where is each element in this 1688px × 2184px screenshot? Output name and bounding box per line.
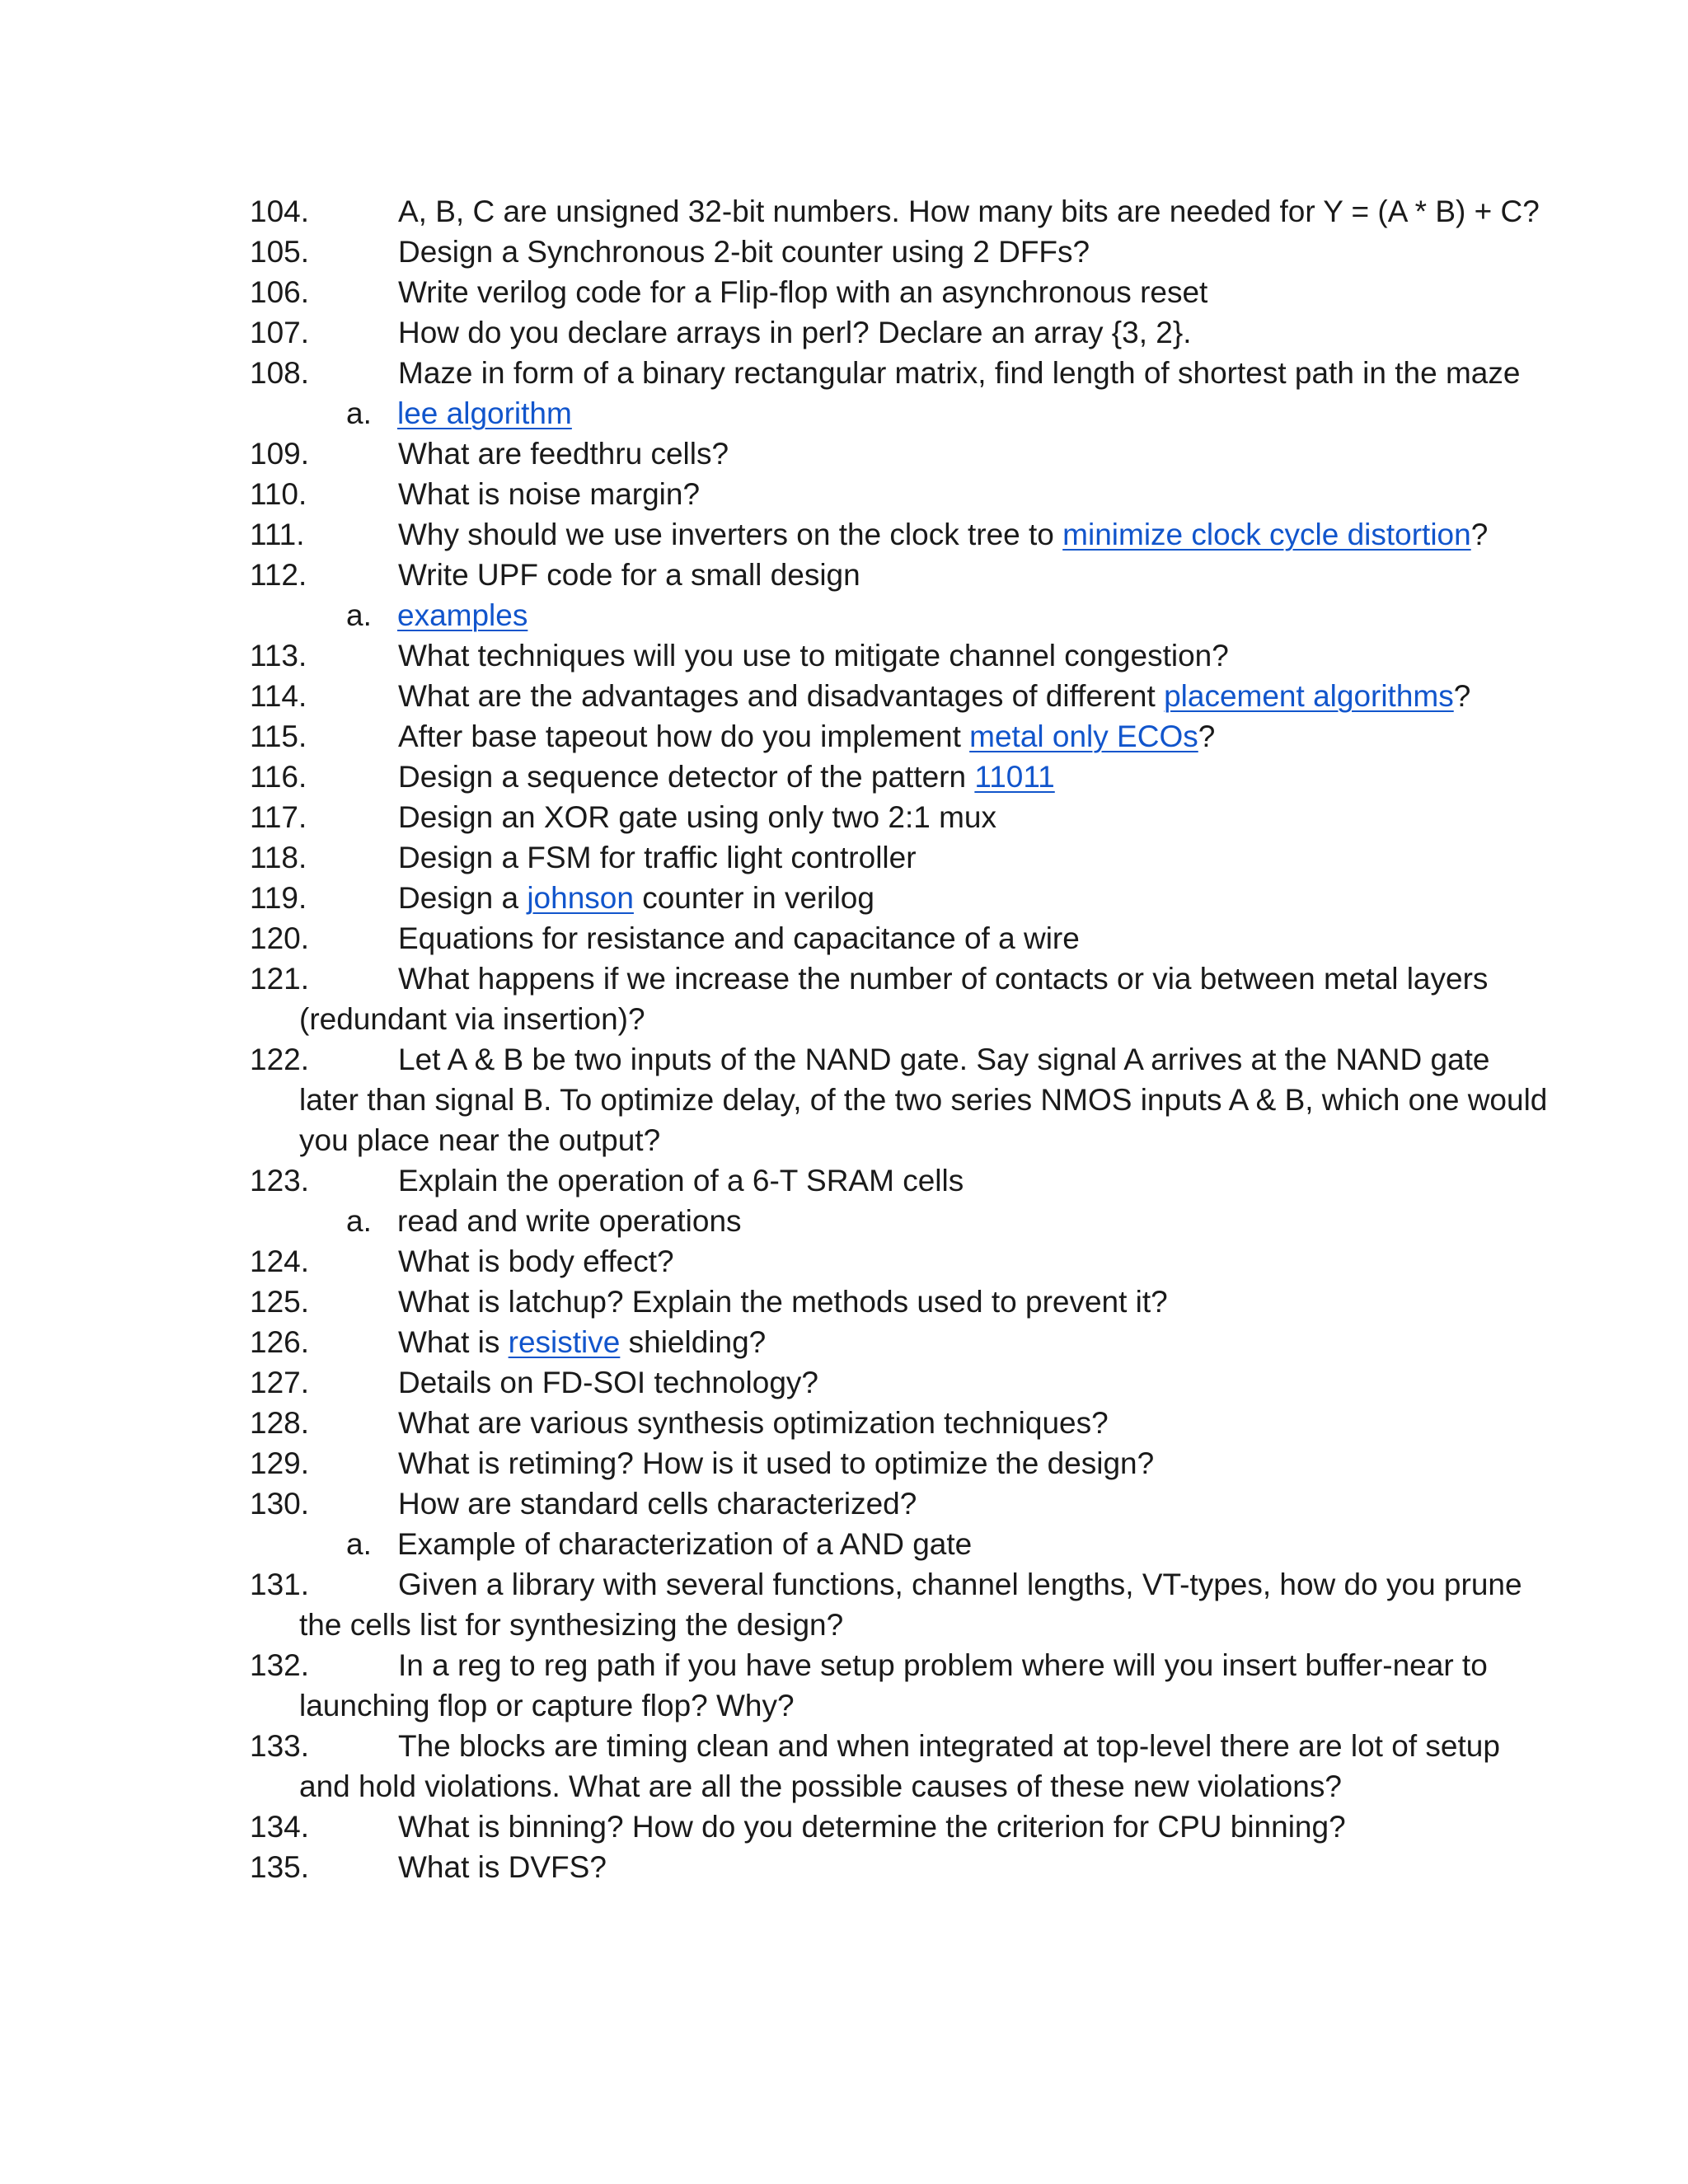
reference-link[interactable]: 11011 xyxy=(974,760,1055,794)
question-text: Explain the operation of a 6-T SRAM cells xyxy=(398,1164,964,1197)
question-number: 118. xyxy=(250,841,307,874)
question-number: 107. xyxy=(250,316,310,349)
question-number: 120. xyxy=(250,921,310,955)
question-number: 104. xyxy=(250,194,310,228)
question-text: Design a sequence detector of the pattern xyxy=(398,760,975,794)
question-item xyxy=(250,353,1548,393)
question-number: 116. xyxy=(250,760,307,794)
sub-item-marker: a. xyxy=(346,598,372,632)
question-text: What is xyxy=(398,1325,509,1359)
sub-item-marker: a. xyxy=(346,396,372,430)
question-text: What is noise margin? xyxy=(398,477,701,511)
question-number: 115. xyxy=(250,719,307,753)
question-text: What techniques will you use to mitigate channel congestion? xyxy=(398,639,1229,673)
question-item xyxy=(250,1241,1548,1282)
question-text: What are various synthesis optimization techniques? xyxy=(398,1406,1109,1440)
question-item xyxy=(250,635,1548,676)
question-number: 106. xyxy=(250,275,310,309)
question-item xyxy=(250,716,1548,757)
question-item xyxy=(250,1403,1548,1443)
question-item xyxy=(250,837,1548,878)
question-text: Let A & B be two inputs of the NAND gate. Say signal A arrives at the NAND gate later than signal B. To optimize delay, of the two series NMOS inputs A & B, which one would you place near the output? xyxy=(299,1043,1548,1157)
reference-link[interactable]: examples xyxy=(397,598,528,632)
question-number: 105. xyxy=(250,235,310,269)
question-number: 134. xyxy=(250,1810,310,1844)
question-text: Given a library with several functions, channel lengths, VT-types, how do you prune the cells list for synthesizing the design? xyxy=(299,1568,1522,1642)
question-item xyxy=(250,514,1548,555)
sub-item xyxy=(346,595,1688,635)
reference-link[interactable]: placement algorithms xyxy=(1164,679,1454,713)
question-text: How are standard cells characterized? xyxy=(398,1487,917,1521)
question-number: 128. xyxy=(250,1406,310,1440)
question-number: 125. xyxy=(250,1285,310,1319)
question-item xyxy=(250,474,1548,514)
question-text: What is retiming? How is it used to optimize the design? xyxy=(398,1446,1155,1480)
question-item xyxy=(250,1564,1548,1645)
question-text: shielding? xyxy=(620,1325,767,1359)
question-item xyxy=(250,434,1548,474)
question-item xyxy=(250,878,1548,918)
question-text: What is body effect? xyxy=(398,1244,674,1278)
reference-link[interactable]: metal only ECOs xyxy=(969,719,1198,753)
question-item xyxy=(250,1645,1548,1726)
reference-link[interactable]: resistive xyxy=(508,1325,621,1359)
question-text: Equations for resistance and capacitance of a wire xyxy=(398,921,1080,955)
question-item xyxy=(250,1726,1548,1807)
question-number: 127. xyxy=(250,1366,310,1399)
question-text: Why should we use inverters on the clock tree to xyxy=(398,518,1063,551)
question-item xyxy=(250,1443,1548,1483)
question-text: What is latchup? Explain the methods used to prevent it? xyxy=(398,1285,1168,1319)
question-item xyxy=(250,958,1548,1039)
question-item xyxy=(250,757,1548,797)
question-number: 109. xyxy=(250,437,310,471)
question-number: 129. xyxy=(250,1446,310,1480)
question-number: 114. xyxy=(250,679,307,713)
question-text: Design a FSM for traffic light controller xyxy=(398,841,917,874)
question-item xyxy=(250,1282,1548,1322)
sub-item xyxy=(346,1201,1688,1241)
sub-item xyxy=(346,1524,1688,1564)
question-item xyxy=(250,191,1548,232)
question-number: 123. xyxy=(250,1164,310,1197)
question-number: 126. xyxy=(250,1325,310,1359)
question-item xyxy=(250,1847,1548,1887)
question-text: ? xyxy=(1198,719,1216,753)
question-text: After base tapeout how do you implement xyxy=(398,719,970,753)
question-number: 130. xyxy=(250,1487,310,1521)
question-item xyxy=(250,1160,1548,1201)
question-number: 122. xyxy=(250,1043,310,1076)
question-number: 133. xyxy=(250,1729,310,1763)
question-item xyxy=(250,555,1548,595)
sub-item-marker: a. xyxy=(346,1527,372,1561)
question-text: A, B, C are unsigned 32-bit numbers. How many bits are needed for Y = (A * B) + C? xyxy=(398,194,1540,228)
reference-link[interactable]: johnson xyxy=(527,881,634,915)
question-item xyxy=(250,312,1548,353)
question-text: What are feedthru cells? xyxy=(398,437,729,471)
question-text: Details on FD-SOI technology? xyxy=(398,1366,819,1399)
question-text: Maze in form of a binary rectangular matrix, find length of shortest path in the maze xyxy=(398,356,1521,390)
question-number: 111. xyxy=(250,518,305,551)
question-text: What are the advantages and disadvantages of different xyxy=(398,679,1165,713)
question-number: 108. xyxy=(250,356,310,390)
question-text: Write UPF code for a small design xyxy=(398,558,860,592)
question-item xyxy=(250,1483,1548,1524)
question-number: 117. xyxy=(250,800,307,834)
question-item xyxy=(250,272,1548,312)
sub-item-text: Example of characterization of a AND gate xyxy=(397,1527,973,1561)
question-item xyxy=(250,797,1548,837)
question-number: 112. xyxy=(250,558,307,592)
question-list xyxy=(0,191,1688,1887)
sub-item xyxy=(346,393,1688,434)
question-text: What is binning? How do you determine the criterion for CPU binning? xyxy=(398,1810,1346,1844)
question-item xyxy=(250,1322,1548,1362)
question-number: 119. xyxy=(250,881,307,915)
question-text: counter in verilog xyxy=(633,881,874,915)
question-text: What happens if we increase the number of contacts or via between metal layers (redundant via insertion)? xyxy=(299,962,1489,1036)
question-number: 131. xyxy=(250,1568,310,1601)
sub-item-text: read and write operations xyxy=(397,1204,742,1238)
question-text: Design an XOR gate using only two 2:1 mux xyxy=(398,800,996,834)
question-number: 124. xyxy=(250,1244,310,1278)
question-text: ? xyxy=(1453,679,1471,713)
reference-link[interactable]: lee algorithm xyxy=(397,396,572,430)
question-text: In a reg to reg path if you have setup problem where will you insert buffer-near to launching flop or capture flop? Why? xyxy=(299,1648,1488,1722)
question-number: 113. xyxy=(250,639,307,673)
question-text: What is DVFS? xyxy=(398,1850,607,1884)
question-item xyxy=(250,1039,1548,1160)
question-number: 132. xyxy=(250,1648,310,1682)
question-item xyxy=(250,232,1548,272)
question-number: 110. xyxy=(250,477,307,511)
question-item xyxy=(250,1362,1548,1403)
question-text: How do you declare arrays in perl? Declare an array {3, 2}. xyxy=(398,316,1192,349)
question-item xyxy=(250,676,1548,716)
question-item xyxy=(250,918,1548,958)
question-text: Design a Synchronous 2-bit counter using 2 DFFs? xyxy=(398,235,1090,269)
question-text: ? xyxy=(1470,518,1489,551)
question-item xyxy=(250,1807,1548,1847)
sub-item-marker: a. xyxy=(346,1204,372,1238)
question-number: 121. xyxy=(250,962,310,996)
question-text: The blocks are timing clean and when integrated at top-level there are lot of setup and hold violations. What are all the possible causes of these new violations? xyxy=(299,1729,1500,1803)
question-text: Write verilog code for a Flip-flop with an asynchronous reset xyxy=(398,275,1208,309)
question-number: 135. xyxy=(250,1850,310,1884)
question-text: Design a xyxy=(398,881,528,915)
reference-link[interactable]: minimize clock cycle distortion xyxy=(1062,518,1471,551)
